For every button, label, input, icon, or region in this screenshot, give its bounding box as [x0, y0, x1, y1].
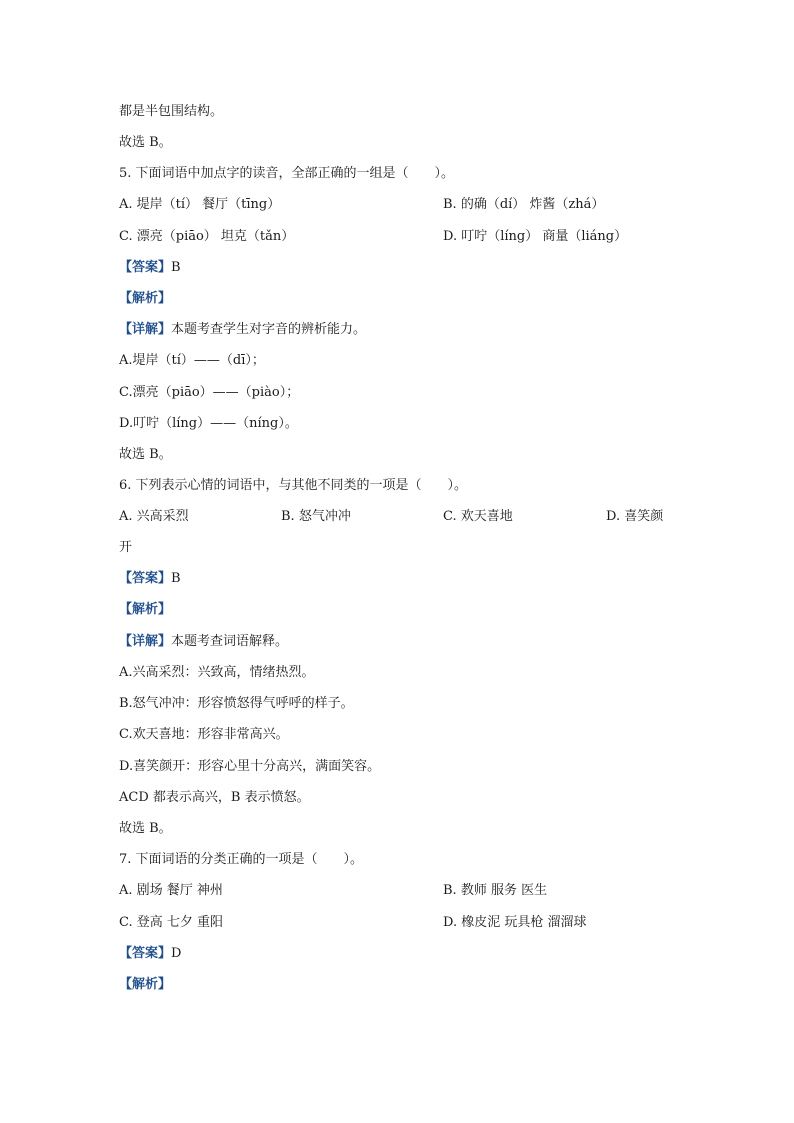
q5-option-d: D. 叮咛（líng） 商量（liáng） — [443, 229, 628, 244]
q5-detail: 本题考查学生对字音的辨析能力。 — [171, 322, 367, 337]
q6-choice: 故选 B。 — [119, 821, 172, 836]
q5-option-c: C. 漂亮（piāo） 坦克（tǎn） — [119, 229, 295, 244]
q5-answer-tag: 【答案】 — [119, 260, 172, 275]
q7-answer: D — [171, 946, 182, 961]
q6-option-a: A. 兴高采烈 — [119, 509, 189, 524]
q6-option-d-wrap: 开 — [119, 540, 133, 555]
q7-option-a: A. 剧场 餐厅 神州 — [119, 883, 223, 898]
q6-analysis-tag: 【解析】 — [119, 602, 172, 617]
q5-analysis-tag: 【解析】 — [119, 291, 172, 306]
q5-detail-tag: 【详解】 — [119, 322, 172, 337]
q6-answer: B — [171, 571, 181, 586]
q5-detail-line — [119, 320, 366, 340]
q7-answer-tag: 【答案】 — [119, 946, 172, 961]
q6-option-b: B. 怒气冲冲 — [281, 509, 351, 524]
q6-explain-c: C.欢天喜地：形容非常高兴。 — [119, 727, 289, 742]
q6-analysis-line — [119, 600, 171, 620]
q7-answer-line — [119, 944, 181, 964]
q6-option-c: C. 欢天喜地 — [443, 509, 513, 524]
q6-detail: 本题考查词语解释。 — [171, 634, 289, 649]
q5-stem: 5. 下面词语中加点字的读音，全部正确的一组是（ ）。 — [119, 166, 455, 181]
q6-explain-d: D.喜笑颜开：形容心里十分高兴，满面笑容。 — [119, 759, 381, 774]
q7-analysis-tag: 【解析】 — [119, 977, 172, 992]
prev-text-line: 都是半包围结构。 — [119, 104, 224, 119]
q6-summary: ACD 都表示高兴，B 表示愤怒。 — [119, 790, 310, 805]
q6-option-d: D. 喜笑颜 — [606, 509, 664, 524]
q5-option-a: A. 堤岸（tí） 餐厅（tīng） — [119, 197, 281, 212]
q5-answer-line — [119, 258, 181, 278]
q5-explain-a: A.堤岸（tí）——（dī）； — [119, 353, 265, 368]
q6-detail-line — [119, 632, 288, 652]
q5-option-b: B. 的确（dí） 炸酱（zhá） — [443, 197, 605, 212]
q7-stem: 7. 下面词语的分类正确的一项是（ ）。 — [119, 852, 364, 867]
q6-stem: 6. 下列表示心情的词语中，与其他不同类的一项是（ ）。 — [119, 478, 468, 493]
q7-analysis-line — [119, 975, 171, 995]
q6-explain-a: A.兴高采烈：兴致高，情绪热烈。 — [119, 665, 315, 680]
q6-answer-line — [119, 569, 181, 589]
q5-explain-c: C.漂亮（piāo）——（piào）； — [119, 385, 300, 400]
q5-choice: 故选 B。 — [119, 447, 172, 462]
q6-answer-tag: 【答案】 — [119, 571, 172, 586]
q6-explain-b: B.怒气冲冲：形容愤怒得气呼呼的样子。 — [119, 696, 354, 711]
q5-analysis-line — [119, 289, 171, 309]
q7-option-b: B. 教师 服务 医生 — [443, 883, 548, 898]
q5-answer: B — [171, 260, 181, 275]
prev-choice-line: 故选 B。 — [119, 135, 172, 150]
q7-option-d: D. 橡皮泥 玩具枪 溜溜球 — [443, 915, 587, 930]
q6-detail-tag: 【详解】 — [119, 634, 172, 649]
q7-option-c: C. 登高 七夕 重阳 — [119, 915, 224, 930]
q5-explain-d: D.叮咛（líng）——（níng）。 — [119, 416, 298, 431]
